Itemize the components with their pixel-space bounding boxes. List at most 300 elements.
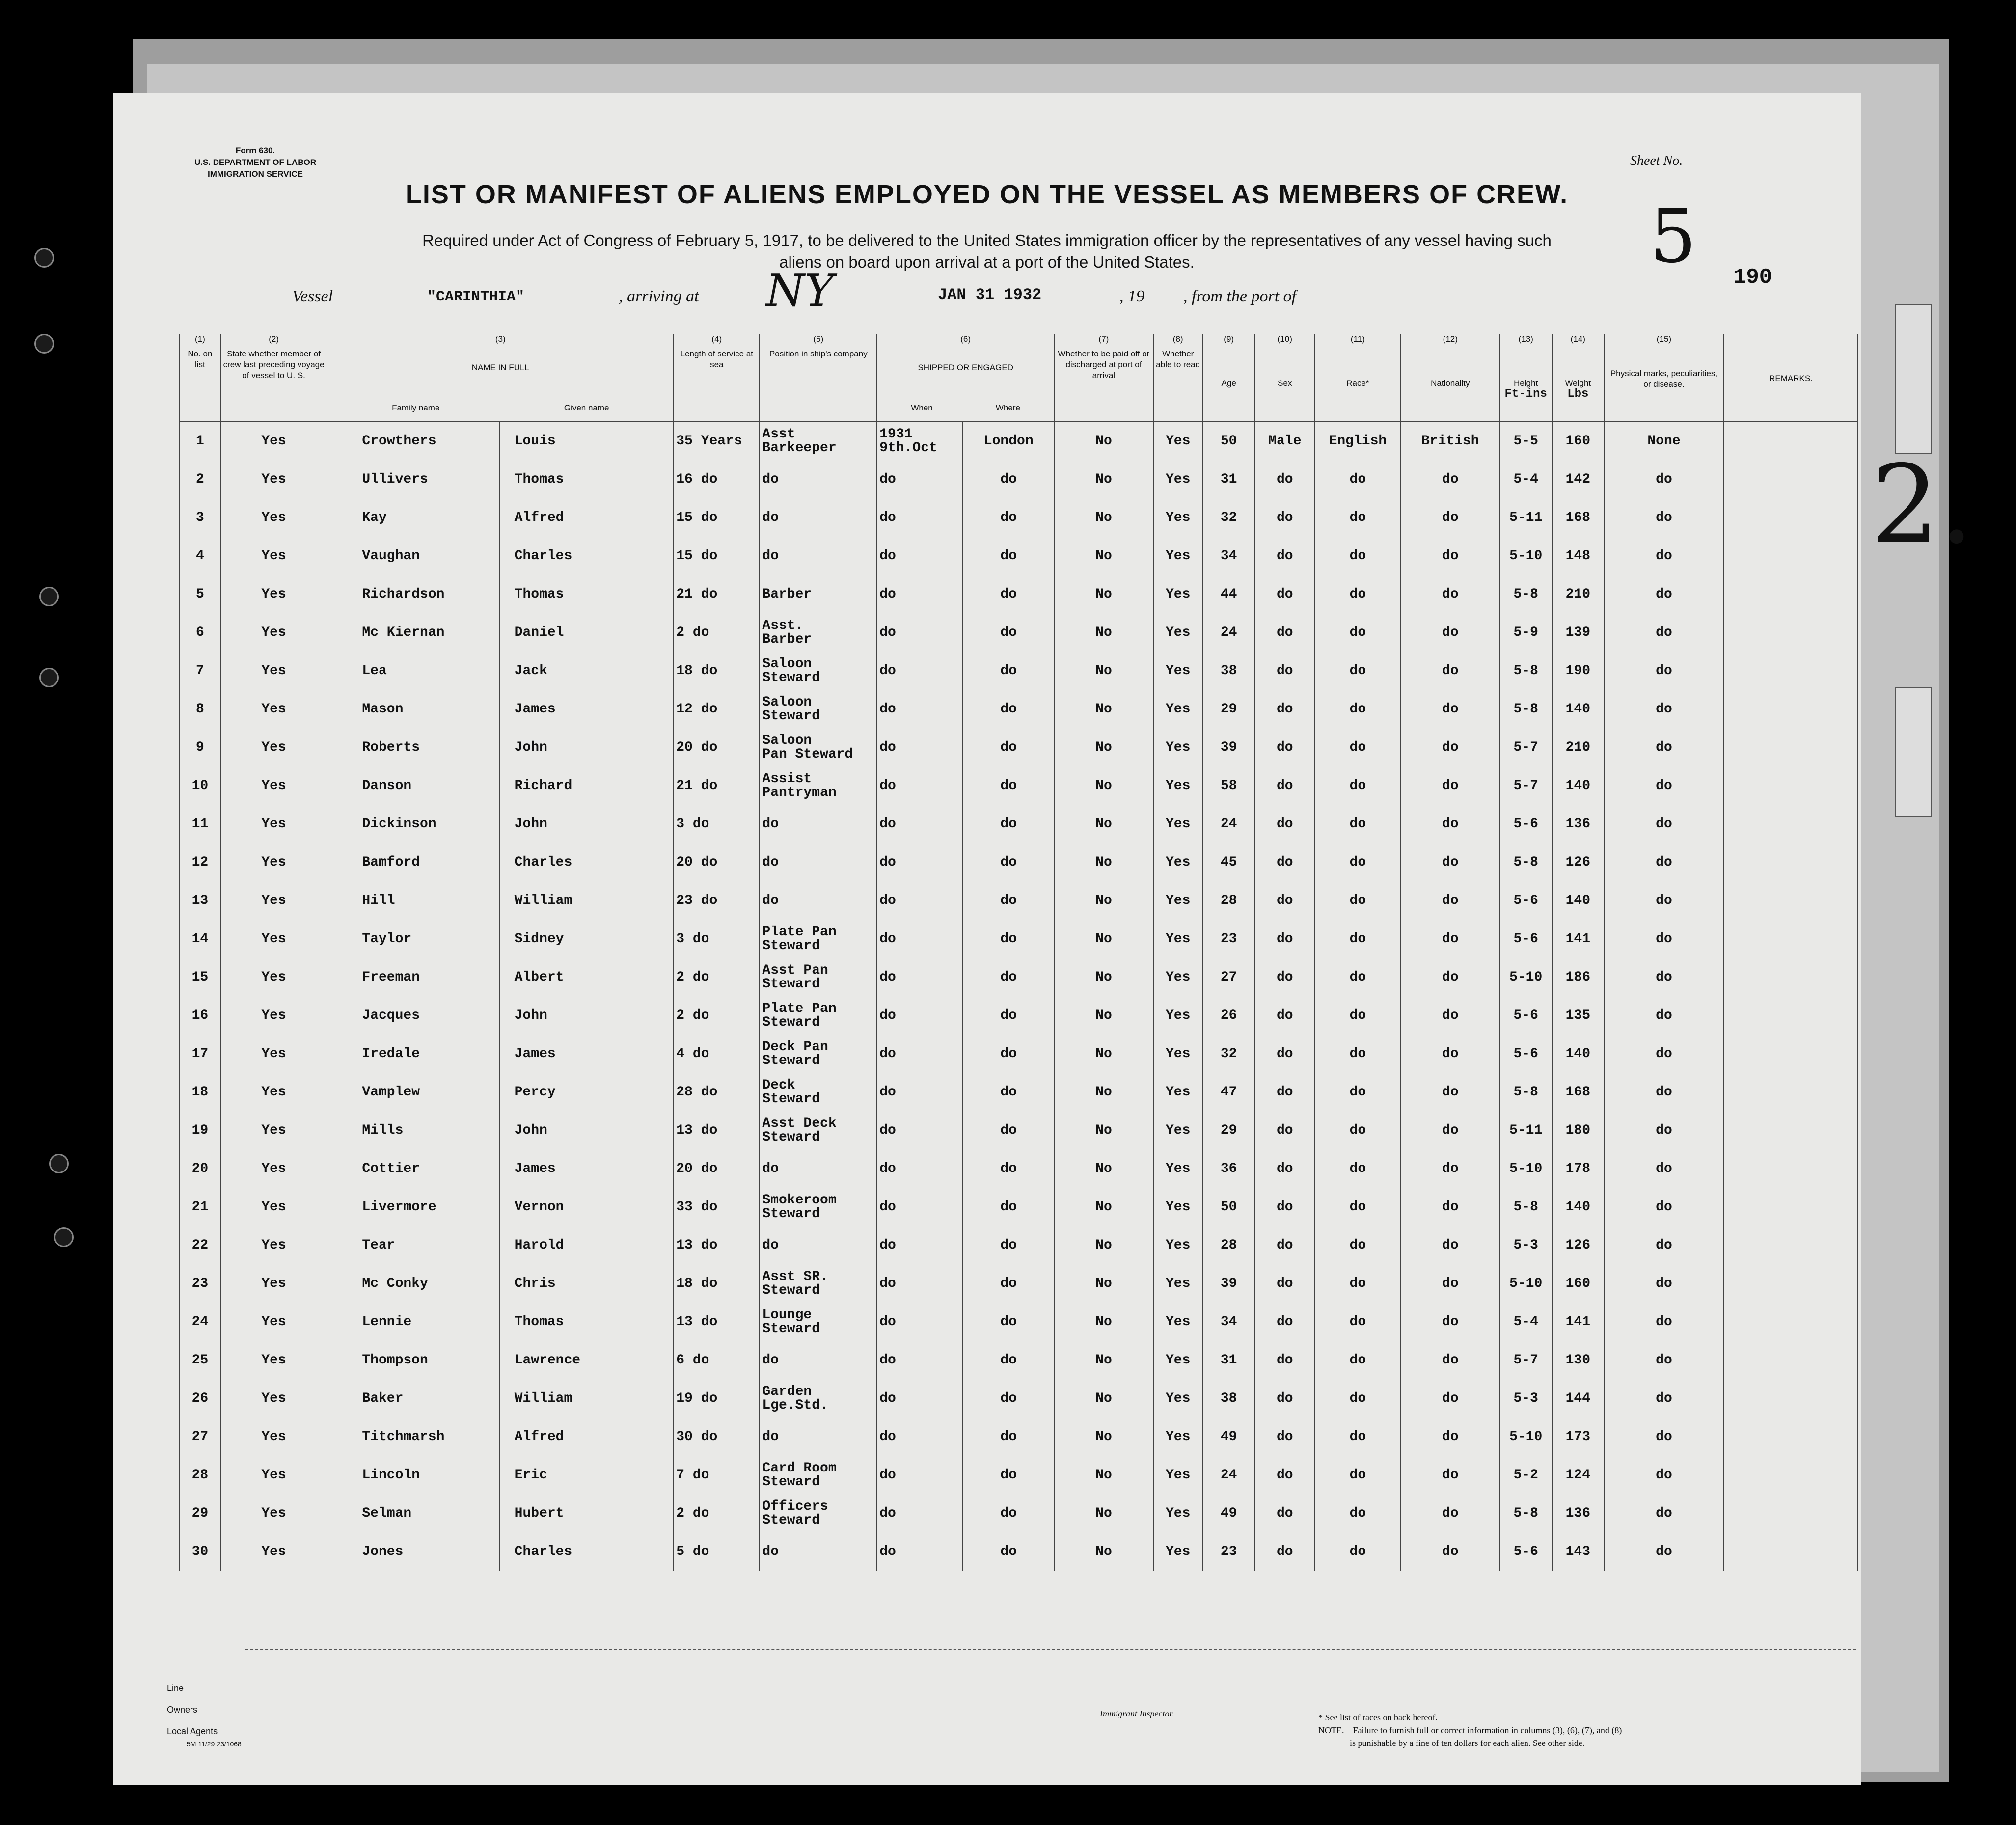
note-fine: is punishable by a fine of ten dollars for each alien. See other side. (1350, 1738, 1585, 1748)
binder-hole (34, 248, 54, 268)
cell-race: do (1315, 1341, 1401, 1380)
position-line: do (762, 472, 779, 487)
when-line: do (879, 931, 896, 947)
cell-weight: 142 (1552, 461, 1604, 499)
col-num: (14) (1552, 334, 1604, 349)
cell-marks: do (1604, 882, 1724, 920)
cell-height: 5-8 (1500, 1073, 1552, 1112)
when-line: do (879, 1085, 896, 1100)
cell-no: 15 (180, 958, 220, 997)
cell-marks: do (1604, 958, 1724, 997)
cell-remarks (1724, 997, 1858, 1035)
cell-paid: No (1054, 614, 1153, 652)
cell-service: 2 do (674, 958, 760, 997)
table-row (180, 1150, 1858, 1188)
cell-given: William (499, 882, 674, 920)
margin-handwritten-mark: 2. (1871, 442, 1974, 568)
cell-read: Yes (1153, 422, 1203, 461)
cell-paid: No (1054, 997, 1153, 1035)
cell-family: Ullivers (327, 461, 499, 499)
cell-weight: 136 (1552, 1495, 1604, 1533)
header-height (1500, 349, 1552, 422)
cell-sex: do (1255, 1495, 1315, 1533)
cell-weight: 148 (1552, 537, 1604, 575)
cell-read: Yes (1153, 767, 1203, 805)
cell-when (877, 1265, 963, 1303)
when-line: do (879, 625, 896, 640)
cell-when (877, 1188, 963, 1226)
col-num: (3) (327, 334, 674, 349)
cell-race: do (1315, 1188, 1401, 1226)
cell-position (760, 1112, 877, 1150)
cell-position (760, 958, 877, 997)
cell-sex: do (1255, 1303, 1315, 1341)
cell-read: Yes (1153, 844, 1203, 882)
cell-marks: None (1604, 422, 1724, 461)
cell-paid: No (1054, 1341, 1153, 1380)
cell-service: 7 do (674, 1456, 760, 1495)
cell-sex: do (1255, 1265, 1315, 1303)
cell-weight: 141 (1552, 1303, 1604, 1341)
cell-height: 5-6 (1500, 920, 1552, 958)
arriving-port: NY (766, 265, 834, 317)
table-row (180, 1112, 1858, 1150)
cell-where: do (963, 1265, 1054, 1303)
cell-read: Yes (1153, 1112, 1203, 1150)
cell-service: 23 do (674, 882, 760, 920)
header-family: Family name (392, 403, 440, 412)
cell-paid: No (1054, 805, 1153, 844)
position-line: Asst (762, 427, 795, 442)
cell-family: Bamford (327, 844, 499, 882)
position-line: Officers (762, 1499, 828, 1514)
header-service: Length of service at sea (674, 349, 760, 422)
position-line: Card Room (762, 1461, 837, 1476)
cell-sex: do (1255, 729, 1315, 767)
cell-remarks (1724, 920, 1858, 958)
document-title: LIST OR MANIFEST OF ALIENS EMPLOYED ON THE VESSEL AS MEMBERS OF CREW. (405, 180, 1569, 209)
header-weight (1552, 349, 1604, 422)
position-line: Steward (762, 938, 820, 953)
cell-marks: do (1604, 1341, 1724, 1380)
when-line: do (879, 472, 896, 487)
cell-service: 13 do (674, 1112, 760, 1150)
table-row (180, 805, 1858, 844)
cell-remarks (1724, 805, 1858, 844)
table-row (180, 958, 1858, 997)
cell-marks: do (1604, 461, 1724, 499)
cell-read: Yes (1153, 1533, 1203, 1571)
cell-no: 11 (180, 805, 220, 844)
cell-service: 12 do (674, 690, 760, 729)
cell-read: Yes (1153, 997, 1203, 1035)
cell-given: Vernon (499, 1188, 674, 1226)
cell-race: do (1315, 1380, 1401, 1418)
cell-member: Yes (220, 1495, 327, 1533)
cell-given: Charles (499, 844, 674, 882)
cell-when (877, 1456, 963, 1495)
when-line: do (879, 1238, 896, 1253)
cell-sex: do (1255, 1150, 1315, 1188)
cell-when (877, 575, 963, 614)
cell-member: Yes (220, 882, 327, 920)
cell-weight: 180 (1552, 1112, 1604, 1150)
cell-when (877, 614, 963, 652)
cell-paid: No (1054, 1418, 1153, 1456)
weight-unit: Lbs (1567, 387, 1589, 401)
cell-position (760, 882, 877, 920)
header-nationality (1401, 349, 1500, 422)
cell-position (760, 1303, 877, 1341)
cell-paid: No (1054, 920, 1153, 958)
cell-age: 45 (1203, 844, 1255, 882)
cell-paid: No (1054, 1380, 1153, 1418)
when-line: do (879, 587, 896, 602)
cell-remarks (1724, 844, 1858, 882)
cell-remarks (1724, 1380, 1858, 1418)
cell-age: 27 (1203, 958, 1255, 997)
cell-height: 5-11 (1500, 1112, 1552, 1150)
when-line: 9th.Oct (879, 440, 937, 456)
cell-no: 16 (180, 997, 220, 1035)
cell-race: do (1315, 575, 1401, 614)
cell-paid: No (1054, 1226, 1153, 1265)
cell-service: 6 do (674, 1341, 760, 1380)
cell-remarks (1724, 499, 1858, 537)
header-remarks (1724, 349, 1858, 422)
table-row (180, 1226, 1858, 1265)
cell-read: Yes (1153, 1303, 1203, 1341)
cell-given: Charles (499, 1533, 674, 1571)
cell-age: 23 (1203, 1533, 1255, 1571)
cell-family: Lincoln (327, 1456, 499, 1495)
form-header (152, 145, 358, 180)
cell-marks: do (1604, 920, 1724, 958)
position-line: Steward (762, 977, 820, 992)
when-line: do (879, 663, 896, 679)
cell-no: 12 (180, 844, 220, 882)
cell-age: 31 (1203, 1341, 1255, 1380)
cell-family: Vamplew (327, 1073, 499, 1112)
cell-no: 27 (180, 1418, 220, 1456)
cell-nationality: do (1401, 1303, 1500, 1341)
position-line: Steward (762, 670, 820, 685)
cell-given: Charles (499, 537, 674, 575)
cell-nationality: do (1401, 1035, 1500, 1073)
when-line: do (879, 970, 896, 985)
cell-paid: No (1054, 1533, 1153, 1571)
cell-when (877, 958, 963, 997)
header-position: Position in ship's company (760, 349, 877, 422)
cell-where: do (963, 920, 1054, 958)
when-line: do (879, 893, 896, 908)
position-line: Deck (762, 1078, 795, 1093)
position-line: do (762, 817, 779, 832)
cell-where: do (963, 1456, 1054, 1495)
cell-nationality: do (1401, 920, 1500, 958)
cell-given: John (499, 997, 674, 1035)
cell-remarks (1724, 729, 1858, 767)
footer-owners-label: Owners (167, 1705, 198, 1715)
cell-no: 29 (180, 1495, 220, 1533)
cell-remarks (1724, 1188, 1858, 1226)
cell-marks: do (1604, 1418, 1724, 1456)
header-member: State whether member of crew last preceding voyage of vessel to U. S. (220, 349, 327, 422)
cell-where: do (963, 1112, 1054, 1150)
cell-nationality: do (1401, 844, 1500, 882)
cell-position (760, 499, 877, 537)
cell-height: 5-8 (1500, 1188, 1552, 1226)
cell-race: do (1315, 1303, 1401, 1341)
cell-weight: 140 (1552, 882, 1604, 920)
cell-service: 15 do (674, 537, 760, 575)
cell-read: Yes (1153, 1226, 1203, 1265)
position-line: do (762, 1544, 779, 1559)
cell-when (877, 1341, 963, 1380)
table-row (180, 575, 1858, 614)
from-port-label: , from the port of (1183, 287, 1297, 305)
header-sex (1255, 349, 1315, 422)
table-row (180, 1265, 1858, 1303)
cell-marks: do (1604, 690, 1724, 729)
cell-paid: No (1054, 1188, 1153, 1226)
cell-position (760, 767, 877, 805)
cell-service: 3 do (674, 920, 760, 958)
cell-marks: do (1604, 1456, 1724, 1495)
cell-age: 29 (1203, 690, 1255, 729)
cell-where: do (963, 1533, 1054, 1571)
cell-service: 20 do (674, 844, 760, 882)
cell-when (877, 920, 963, 958)
cell-read: Yes (1153, 652, 1203, 690)
cell-paid: No (1054, 537, 1153, 575)
cell-height: 5-8 (1500, 575, 1552, 614)
cell-position (760, 1188, 877, 1226)
cell-paid: No (1054, 652, 1153, 690)
header-shipped (877, 349, 1054, 422)
cell-service: 21 do (674, 575, 760, 614)
when-line: do (879, 548, 896, 564)
col-num: (9) (1203, 334, 1255, 349)
cell-position (760, 1265, 877, 1303)
cell-marks: do (1604, 1188, 1724, 1226)
binder-hole (49, 1154, 69, 1173)
cell-no: 5 (180, 575, 220, 614)
cell-member: Yes (220, 690, 327, 729)
cell-family: Cottier (327, 1150, 499, 1188)
cell-sex: do (1255, 1418, 1315, 1456)
cell-no: 21 (180, 1188, 220, 1226)
cell-nationality: British (1401, 422, 1500, 461)
cell-sex: do (1255, 499, 1315, 537)
cell-height: 5-11 (1500, 499, 1552, 537)
cell-when (877, 767, 963, 805)
cell-member: Yes (220, 575, 327, 614)
cell-member: Yes (220, 844, 327, 882)
col-num: (4) (674, 334, 760, 349)
cell-nationality: do (1401, 614, 1500, 652)
cell-paid: No (1054, 1112, 1153, 1150)
cell-sex: do (1255, 1456, 1315, 1495)
position-line: Barber (762, 587, 812, 602)
cell-sex: do (1255, 1533, 1315, 1571)
cell-paid: No (1054, 958, 1153, 997)
position-line: Steward (762, 1091, 820, 1107)
cell-age: 24 (1203, 1456, 1255, 1495)
position-line: Asst Pan (762, 963, 828, 978)
cell-when (877, 997, 963, 1035)
cell-family: Mills (327, 1112, 499, 1150)
cell-nationality: do (1401, 1495, 1500, 1533)
service: IMMIGRATION SERVICE (208, 169, 303, 179)
cell-paid: No (1054, 575, 1153, 614)
sheet-number: 5 (1650, 194, 1697, 279)
cell-race: do (1315, 461, 1401, 499)
header-no: No. on list (180, 349, 220, 422)
cell-read: Yes (1153, 1150, 1203, 1188)
cell-age: 26 (1203, 997, 1255, 1035)
cell-remarks (1724, 652, 1858, 690)
when-line: do (879, 817, 896, 832)
position-line: Steward (762, 1513, 820, 1528)
cell-no: 9 (180, 729, 220, 767)
cell-service: 33 do (674, 1188, 760, 1226)
cell-marks: do (1604, 1533, 1724, 1571)
cell-position (760, 652, 877, 690)
arrival-date-stamp: JAN 31 1932 (938, 286, 1042, 304)
header-age (1203, 349, 1255, 422)
cell-family: Crowthers (327, 422, 499, 461)
cell-sex: do (1255, 1035, 1315, 1073)
cell-race: do (1315, 844, 1401, 882)
position-line: Asst. (762, 618, 804, 633)
cell-member: Yes (220, 1188, 327, 1226)
cell-sex: do (1255, 1073, 1315, 1112)
cell-given: John (499, 805, 674, 844)
position-line: Pan Steward (762, 747, 853, 762)
cell-service: 2 do (674, 1495, 760, 1533)
cell-where: do (963, 1188, 1054, 1226)
cell-race: do (1315, 1112, 1401, 1150)
cell-sex: do (1255, 1226, 1315, 1265)
cell-paid: No (1054, 729, 1153, 767)
header-race-label: Race* (1346, 379, 1369, 388)
table-row (180, 1188, 1858, 1226)
cell-height: 5-6 (1500, 1533, 1552, 1571)
cell-given: Richard (499, 767, 674, 805)
table-row (180, 1341, 1858, 1380)
when-line: do (879, 1008, 896, 1023)
cell-given: Louis (499, 422, 674, 461)
cell-given: Thomas (499, 575, 674, 614)
cell-where: do (963, 690, 1054, 729)
when-line: do (879, 740, 896, 755)
cell-nationality: do (1401, 767, 1500, 805)
cell-member: Yes (220, 461, 327, 499)
cell-position (760, 690, 877, 729)
arriving-label: , arriving at (619, 287, 699, 305)
position-line: Barkeeper (762, 440, 837, 456)
when-line: do (879, 1123, 896, 1138)
cell-marks: do (1604, 1073, 1724, 1112)
cell-weight: 139 (1552, 614, 1604, 652)
position-line: Garden (762, 1384, 812, 1399)
cell-marks: do (1604, 1380, 1724, 1418)
cell-service: 3 do (674, 805, 760, 844)
cell-paid: No (1054, 461, 1153, 499)
col-num: (7) (1054, 334, 1153, 349)
cell-member: Yes (220, 1265, 327, 1303)
cell-paid: No (1054, 1303, 1153, 1341)
cell-race: do (1315, 1226, 1401, 1265)
position-line: Steward (762, 1321, 820, 1336)
position-line: do (762, 893, 779, 908)
position-line: Assist (762, 771, 812, 787)
cell-remarks (1724, 1341, 1858, 1380)
cell-race: do (1315, 1265, 1401, 1303)
cell-where: do (963, 1495, 1054, 1533)
cell-when (877, 1035, 963, 1073)
cell-remarks (1724, 1456, 1858, 1495)
cell-family: Titchmarsh (327, 1418, 499, 1456)
col-num: (2) (220, 334, 327, 349)
table-row (180, 1380, 1858, 1418)
cell-position (760, 1533, 877, 1571)
cell-service: 2 do (674, 997, 760, 1035)
position-line: Steward (762, 1130, 820, 1145)
cell-race: do (1315, 499, 1401, 537)
cell-member: Yes (220, 1073, 327, 1112)
when-line: do (879, 855, 896, 870)
cell-remarks (1724, 1073, 1858, 1112)
cell-sex: do (1255, 537, 1315, 575)
cell-when (877, 652, 963, 690)
cell-remarks (1724, 1533, 1858, 1571)
cell-given: William (499, 1380, 674, 1418)
cell-weight: 173 (1552, 1418, 1604, 1456)
cell-given: Lawrence (499, 1341, 674, 1380)
cell-given: James (499, 1150, 674, 1188)
when-line: do (879, 1314, 896, 1330)
cell-height: 5-8 (1500, 652, 1552, 690)
cell-nationality: do (1401, 997, 1500, 1035)
cell-sex: do (1255, 805, 1315, 844)
position-line: Saloon (762, 656, 812, 672)
cell-weight: 136 (1552, 805, 1604, 844)
cell-family: Lennie (327, 1303, 499, 1341)
cell-paid: No (1054, 1035, 1153, 1073)
table-row (180, 997, 1858, 1035)
cell-weight: 140 (1552, 1035, 1604, 1073)
cell-read: Yes (1153, 1418, 1203, 1456)
table-row (180, 1035, 1858, 1073)
cell-where: do (963, 1073, 1054, 1112)
cell-when (877, 461, 963, 499)
when-line: do (879, 1199, 896, 1215)
inspector-label: Immigrant Inspector. (1100, 1709, 1174, 1718)
when-line: do (879, 1391, 896, 1406)
cell-height: 5-8 (1500, 844, 1552, 882)
cell-remarks (1724, 767, 1858, 805)
cell-given: John (499, 1112, 674, 1150)
cell-paid: No (1054, 767, 1153, 805)
cell-member: Yes (220, 1226, 327, 1265)
cell-weight: 141 (1552, 920, 1604, 958)
page-tab (1895, 304, 1932, 454)
cell-where: do (963, 575, 1054, 614)
table-row (180, 844, 1858, 882)
cell-remarks (1724, 422, 1858, 461)
